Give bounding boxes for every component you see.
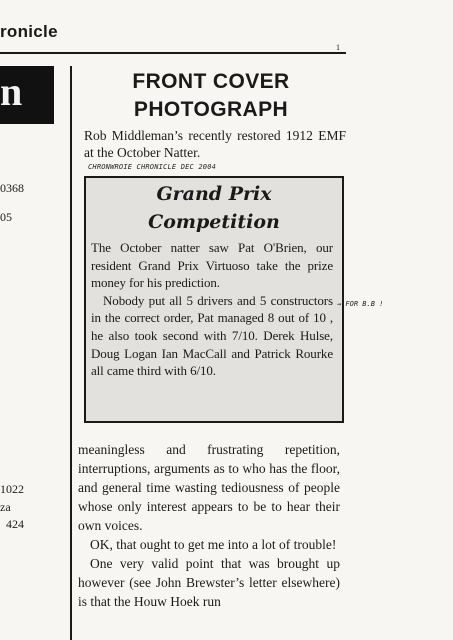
left-fragment: 0368 xyxy=(0,181,24,195)
front-cover-title-line2: PHOTOGRAPH xyxy=(133,98,289,121)
front-cover-caption: Rob Middleman’s recently restored 1912 EMF at the October Natter. xyxy=(84,128,346,160)
newsletter-title: ronicle xyxy=(0,22,58,41)
grand-prix-paragraph: The October natter saw Pat O'Brien, our resident Grand Prix Virtuoso take the prize money for his prediction. xyxy=(91,240,333,291)
margin-note: → FOR B.B ! xyxy=(337,300,384,308)
article-paragraph: One very valid point that was brought up however (see John Brewster’s letter elsewhere) is that the Houw Hoek run xyxy=(78,556,340,609)
article-paragraph: OK, that ought to get me into a lot of trouble! xyxy=(90,537,337,552)
column-divider xyxy=(70,66,72,640)
left-fragment: 05 xyxy=(0,210,12,224)
left-fragment: za xyxy=(0,500,11,514)
left-banner-letter: n xyxy=(0,69,23,114)
handwritten-note: CHRONWROIE CHRONICLE DEC 2004 xyxy=(88,163,217,171)
page-number: 1 xyxy=(336,43,340,52)
grand-prix-title-line2: Competition xyxy=(148,211,280,233)
grand-prix-title-line1: Grand Prix xyxy=(156,183,272,205)
left-fragment: 1022 xyxy=(0,482,24,496)
header-rule xyxy=(0,52,346,54)
left-banner-block xyxy=(0,66,54,124)
front-cover-title-line1: FRONT COVER xyxy=(132,70,290,93)
article-paragraph: meaningless and frustrating repetition, interruptions, arguments as to who has the floor, and general time wasting tediousness of people whose only interest appears to be to hear their own voices. xyxy=(78,442,340,533)
left-fragment: 424 xyxy=(6,517,24,531)
grand-prix-body xyxy=(91,239,333,380)
grand-prix-paragraph: Nobody put all 5 drivers and 5 constructors in the correct order, Pat managed 8 out of 10 , he also took second with 7/10. Derek Hulse, Doug Logan Ian MacCall and Patrick Rourke all came third with 6/10. xyxy=(91,292,333,379)
article-body xyxy=(78,440,340,611)
